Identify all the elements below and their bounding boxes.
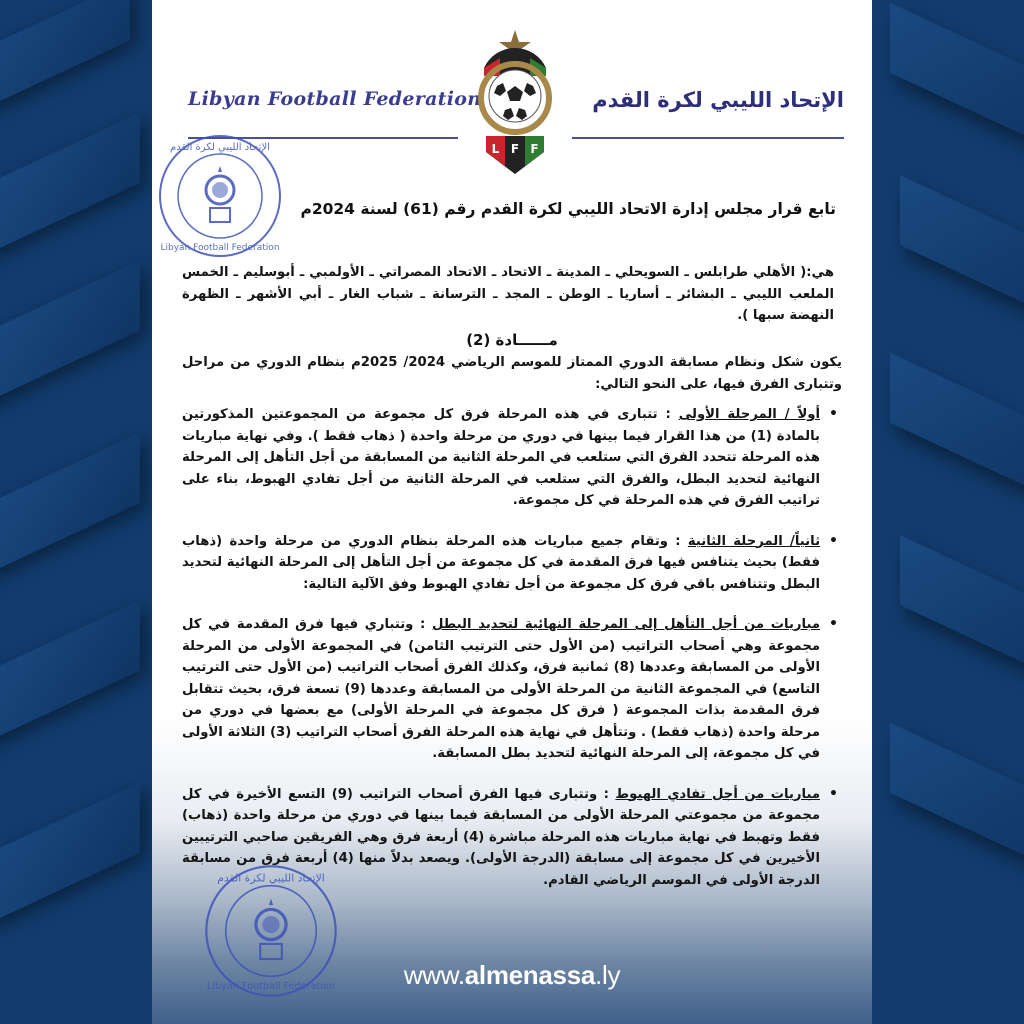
bullet-relegation-avoidance <box>182 784 820 892</box>
bullet-heading: ثانياً/ المرحلة الثانية <box>687 533 821 549</box>
svg-text:Libyan Football Federation: Libyan Football Federation <box>206 981 336 993</box>
article-intro: يكون شكل ونظام مسابقة الدوري الممتاز للموسم الرياضي 2024/ 2025م بنظام الدوري من مراحل وتتبارى الفرق فيها، على النحو التالي: <box>182 355 842 392</box>
header-arabic-name: الإتحاد الليبي لكرة القدم <box>592 88 844 112</box>
bullet-text: : وتتبارى فيها الفرق أصحاب التراتيب (9) التسع الأخيرة في كل مجموعة من مجموعتي المرحلة الأولى من المسابقة فيما بينها في دوري من مرحلة واحدة (ذهاب) فقط وتهبط في نهاية مباريات هذه المرحلة مباشرة (4) أربعة فرق وهي الفريقين صاحبي الترتيبين الأخيرين في كل مجموعة إلى مسابقة (الدرجة الأولى). ويصعد بدلاً منها (4) أربعة فرق من مسابقة الدرجة الأولى في الموسم الرياضي القادم. <box>182 786 820 888</box>
url-prefix: www. <box>403 960 465 990</box>
svg-text:F: F <box>510 142 520 156</box>
federation-stamp-top <box>156 132 284 260</box>
bullet-text: : وتتباري فيها فرق المقدمة في كل مجموعة وهي أصحاب التراتيب (من الأول حتى الترتيب الثامن) في المجموعة الأولى من المرحلة الأولى من المسابقة وعددها (8) ثمانية فرق، وكذلك الفرق أصحاب التراتيب (من الأول حتى الترتيب التاسع) في المجموعة الثانية من المرحلة الأولى من المسابقة وعددها (9) تسعة فرق، بحيث تتقابل فرق المقدمة بذات المجموعة ( فرق كل مجموعة في المرحلة الأولى) مع بعضها في دوري من مرحلة واحدة (ذهاب فقط) . وتتأهل في نهاية هذه المرحلة الفرق أصحاب التراتيب (3) الثلاثة الأولى في كل مجموعة، إلى المرحلة النهائية لتحديد بطل المسابقة. <box>182 617 821 761</box>
svg-text:L: L <box>491 142 500 156</box>
bullet-heading: أولاً / المرحلة الأولى <box>678 407 821 422</box>
teams-paragraph: هي:( الأهلي طرابلس ـ السويحلي ـ المدينة ـ الاتحاد ـ الاتحاد المصراتي ـ الأولمبي ـ أبوسليم ـ الخمس الملعب الليبي ـ البشائر ـ أساريا ـ الوطن ـ المجد ـ الترسانة ـ شباب الغار ـ أبي الأشهر ـ الظهرة النهضة سبها ). <box>182 265 834 323</box>
document-page <box>152 0 872 1024</box>
url-domain: almenassa <box>464 960 596 990</box>
svg-text:Libyan Football Federation: Libyan Football Federation <box>160 243 280 253</box>
header-divider-right <box>572 137 844 139</box>
website-watermark <box>152 960 872 991</box>
bullet-stage-one <box>182 404 820 512</box>
bullet-stage-two <box>182 531 820 596</box>
bullet-text: : تتبارى في هذه المرحلة فرق كل مجموعة من المجموعتين المذكورتين بالمادة (1) من هذا القرار فيما بينها في دوري من مرحلة واحدة ( ذهاب فقط ). وفي نهاية مباريات هذه المرحلة تتحدد الفرق التي ستلعب في المرحلة الثانية من المسابقة من أجل التأهل إلى المرحلة النهائية لتحديد البطل، والفرق التي ستلعب في المرحلة الثانية من أجل تفادي الهبوط، بناء على تراتيب الفرق في هذه المرحلة في كل مجموعة. <box>182 407 820 508</box>
article-heading: مــــــادة (2) <box>466 331 558 349</box>
bullet-championship-qualification <box>182 614 820 765</box>
svg-text:F: F <box>530 142 539 156</box>
bullet-heading: مباريات من أجل تفادي الهبوط <box>615 786 821 802</box>
url-suffix: .ly <box>595 960 621 990</box>
article-bullets <box>182 404 842 910</box>
svg-text:الإتحاد الليبي لكرة القدم: الإتحاد الليبي لكرة القدم <box>217 871 325 885</box>
decision-title: تابع قرار مجلس إدارة الاتحاد الليبي لكرة القدم رقم (61) لسنة 2024م <box>300 200 836 218</box>
svg-text:الإتحاد الليبي لكرة القدم: الإتحاد الليبي لكرة القدم <box>170 142 270 153</box>
bullet-heading: مباريات من أجل التأهل إلى المرحلة النهائية لتحديد البطل <box>432 617 820 632</box>
lff-crest-icon <box>470 28 560 178</box>
bullet-text: : وتقام جميع مباريات هذه المرحلة بنظام الدوري من مرحلة واحدة (ذهاب فقط) بحيث يتنافس فيها فرق المقدمة في كل مجموعة من أجل التأهل إلى المرحلة النهائية لتحديد البطل وتتنافس باقي فرق كل مجموعة من أجل تفادي الهبوط وفق الآلية التالية: <box>182 533 820 592</box>
header-english-name: Libyan Football Federation <box>188 88 482 110</box>
